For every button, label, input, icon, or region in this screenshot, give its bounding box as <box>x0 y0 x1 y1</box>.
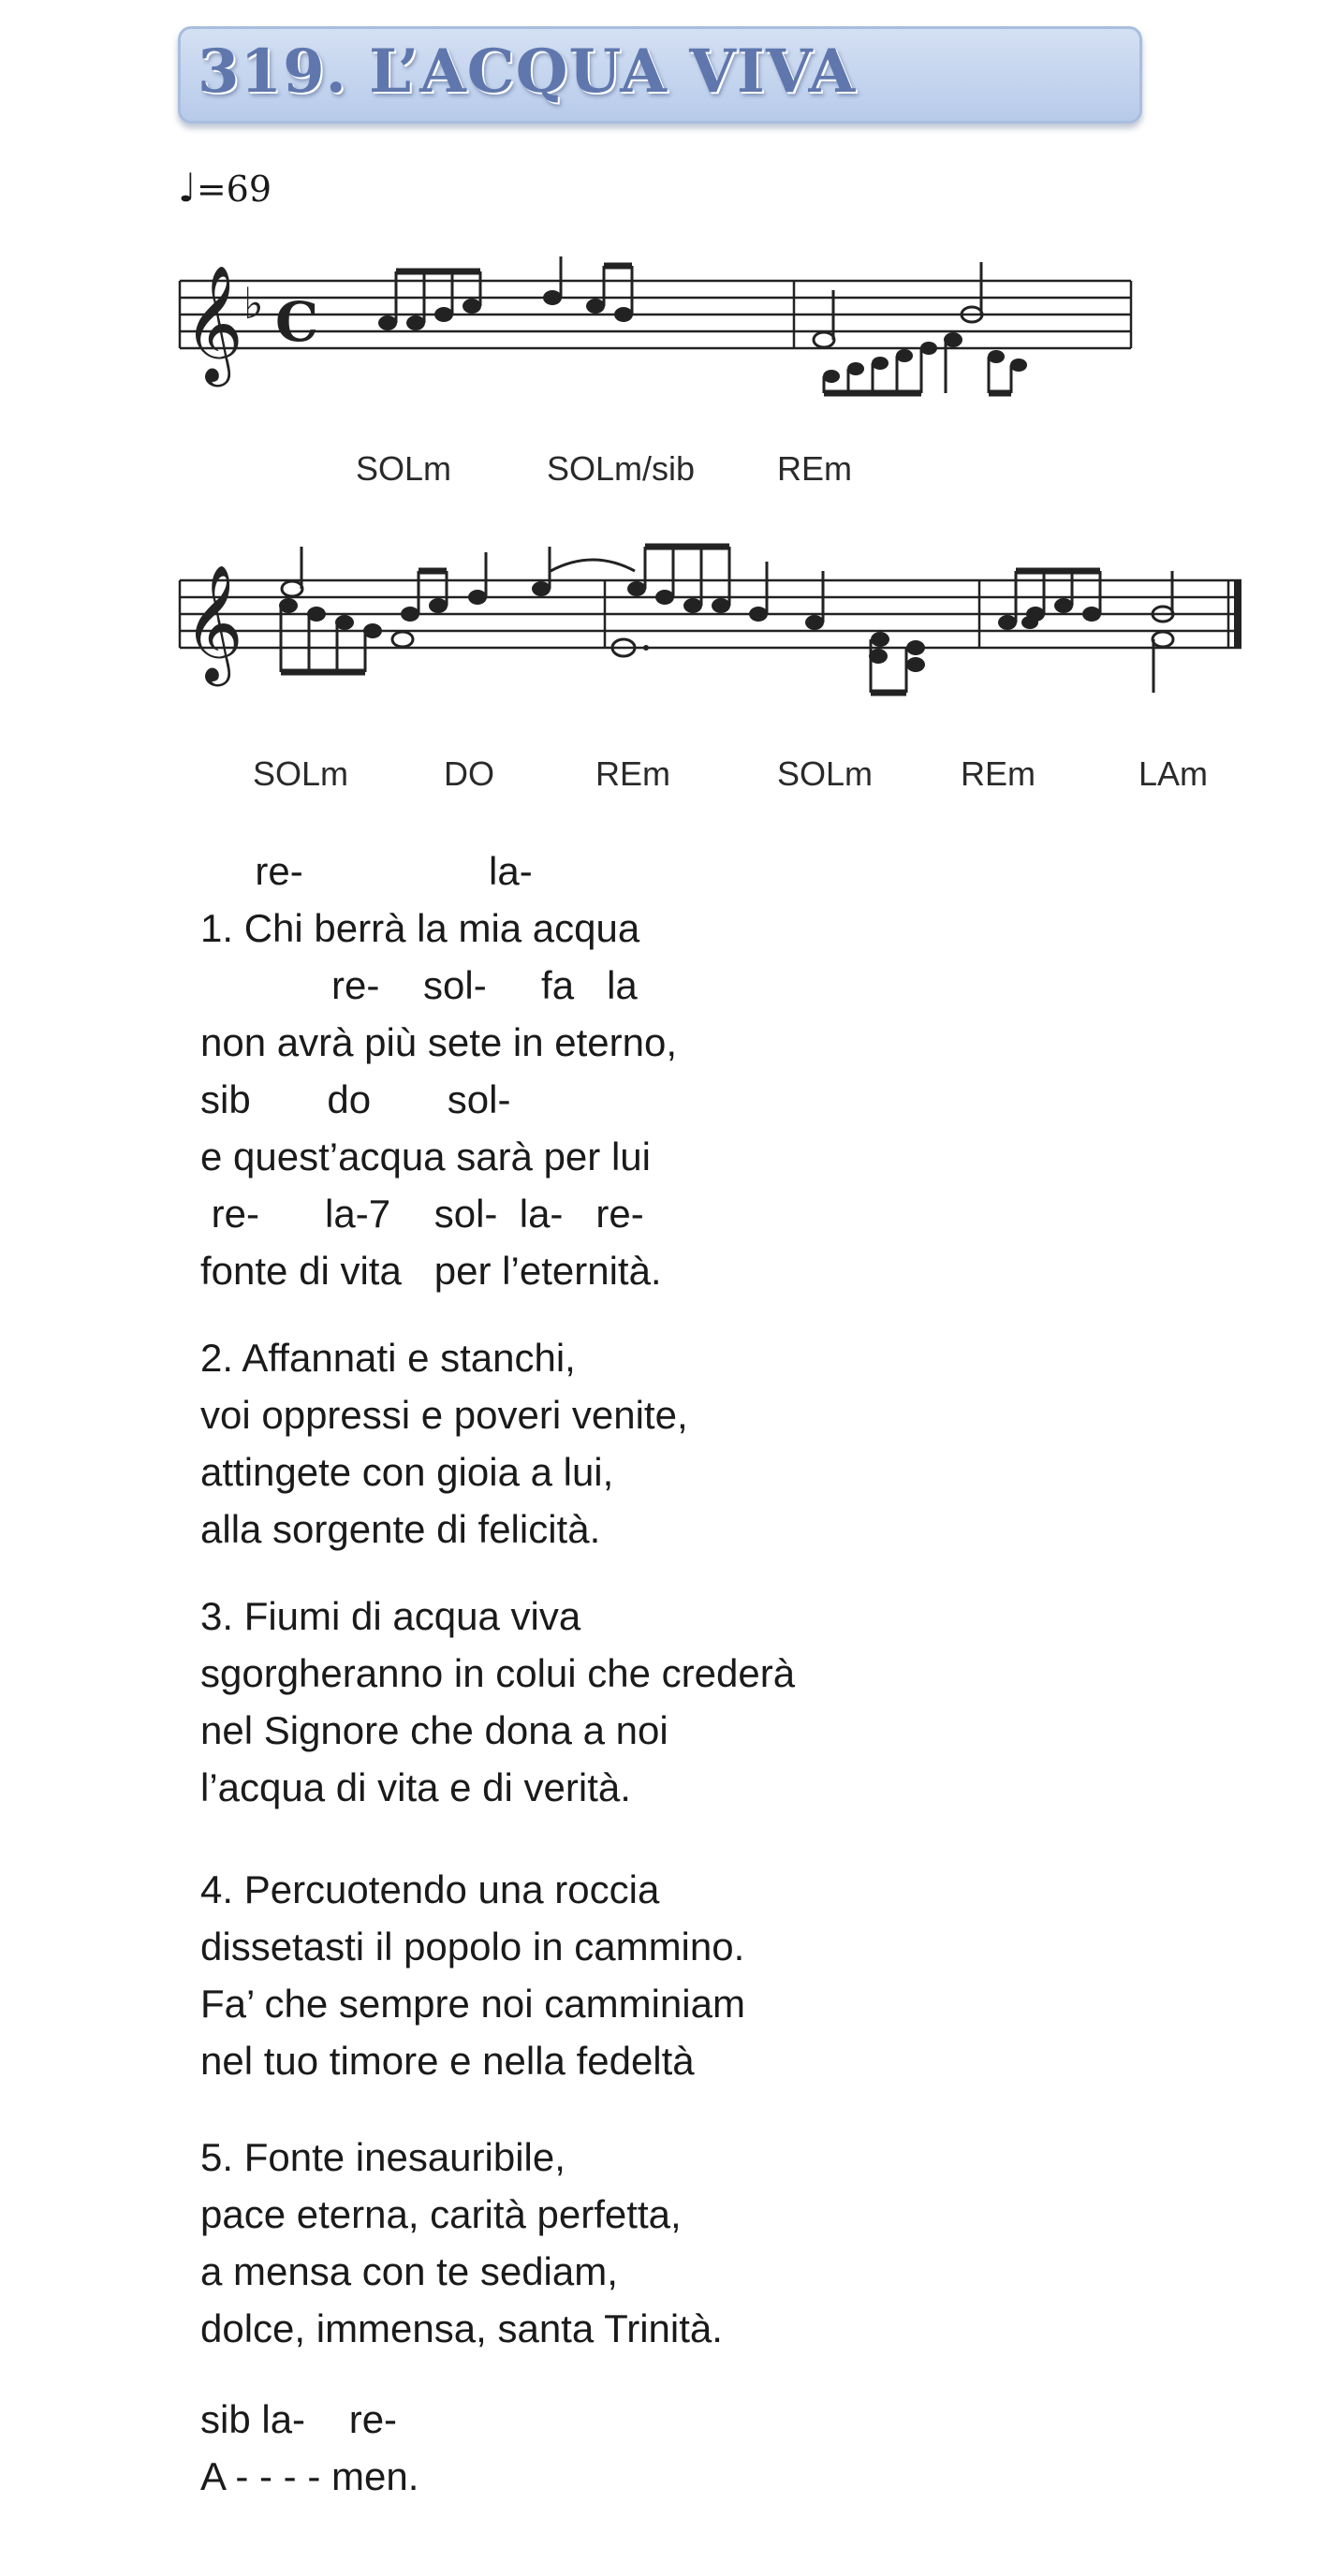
tie-mark <box>551 560 635 571</box>
chord-line: sib do sol- <box>200 1077 511 1121</box>
tempo-value: =69 <box>196 168 272 210</box>
treble-clef-icon: 𝄞 <box>184 564 243 681</box>
chord-label: LAm <box>1138 754 1209 793</box>
lyric-line: nel Signore che dona a noi <box>200 1708 668 1752</box>
lyric-line: dissetasti il popolo in cammino. <box>200 1925 745 1969</box>
lyric-line: l’acqua di vita e di verità. <box>200 1765 631 1809</box>
staff-notation-1 <box>176 253 1159 440</box>
lyric-line: e quest’acqua sarà per lui <box>200 1134 651 1178</box>
flat-sign-icon: ♭ <box>243 278 264 329</box>
lyric-line: 4. Percuotendo una roccia <box>200 1867 660 1911</box>
lyric-line: a mensa con te sediam, <box>200 2249 618 2293</box>
lyric-line: fonte di vita per l’eternità. <box>200 1249 662 1293</box>
lyric-line: nel tuo timore e nella fedeltà <box>200 2039 695 2083</box>
lyric-line: attingete con gioia a lui, <box>200 1450 614 1494</box>
verse-3 <box>200 1588 795 1816</box>
lyric-line: Fa’ che sempre noi camminiam <box>200 1982 745 2026</box>
chord-label: REm <box>595 754 670 793</box>
chord-label: SOLm <box>356 449 452 488</box>
chord-label: REm <box>961 754 1036 793</box>
chord-line: re- la- <box>200 849 533 893</box>
title-banner <box>178 26 1142 124</box>
chord-line: re- la-7 sol- la- re- <box>200 1192 644 1236</box>
chord-label: SOLm <box>253 754 349 793</box>
lyric-line: alla sorgente di felicità. <box>200 1507 601 1551</box>
lyric-line: voi oppressi e poveri venite, <box>200 1393 688 1437</box>
lyric-line: 1. Chi berrà la mia acqua <box>200 906 640 950</box>
time-signature-c: C <box>275 290 319 354</box>
staff-notation-2 <box>176 543 1253 730</box>
lyrics-block <box>200 842 795 2505</box>
lyric-line: 5. Fonte inesauribile, <box>200 2135 566 2179</box>
verse-2 <box>200 1329 795 1558</box>
amen-ending <box>200 2391 795 2505</box>
chord-label: DO <box>444 754 494 793</box>
chord-line: re- sol- fa la <box>200 963 638 1007</box>
lyric-line: 2. Affannati e stanchi, <box>200 1336 576 1380</box>
music-staff-system-2 <box>176 543 1253 730</box>
verse-4 <box>200 1861 795 2089</box>
lyric-line: pace eterna, carità perfetta, <box>200 2192 682 2236</box>
chord-label: SOLm <box>777 754 874 793</box>
quarter-note-icon: ♩ <box>178 165 197 211</box>
tempo-marking <box>178 165 272 211</box>
verse-1 <box>200 842 795 1299</box>
song-title: 319. L’ACQUA VIVA <box>198 37 857 107</box>
lyric-line: sgorgheranno in colui che crederà <box>200 1651 796 1695</box>
lyric-line: non avrà più sete in eterno, <box>200 1020 678 1064</box>
lyric-line: dolce, immensa, santa Trinità. <box>200 2306 723 2350</box>
lyric-line: A - - - - men. <box>200 2454 419 2498</box>
chord-line: sib la- re- <box>200 2397 398 2441</box>
verse-5 <box>200 2129 795 2357</box>
music-staff-system-1 <box>176 253 1159 440</box>
treble-clef-icon: 𝄞 <box>184 265 243 382</box>
lyric-line: 3. Fiumi di acqua viva <box>200 1594 581 1638</box>
chord-label: SOLm/sib <box>547 449 696 488</box>
chord-label: REm <box>777 449 852 488</box>
notes-measure-1 <box>378 290 633 330</box>
